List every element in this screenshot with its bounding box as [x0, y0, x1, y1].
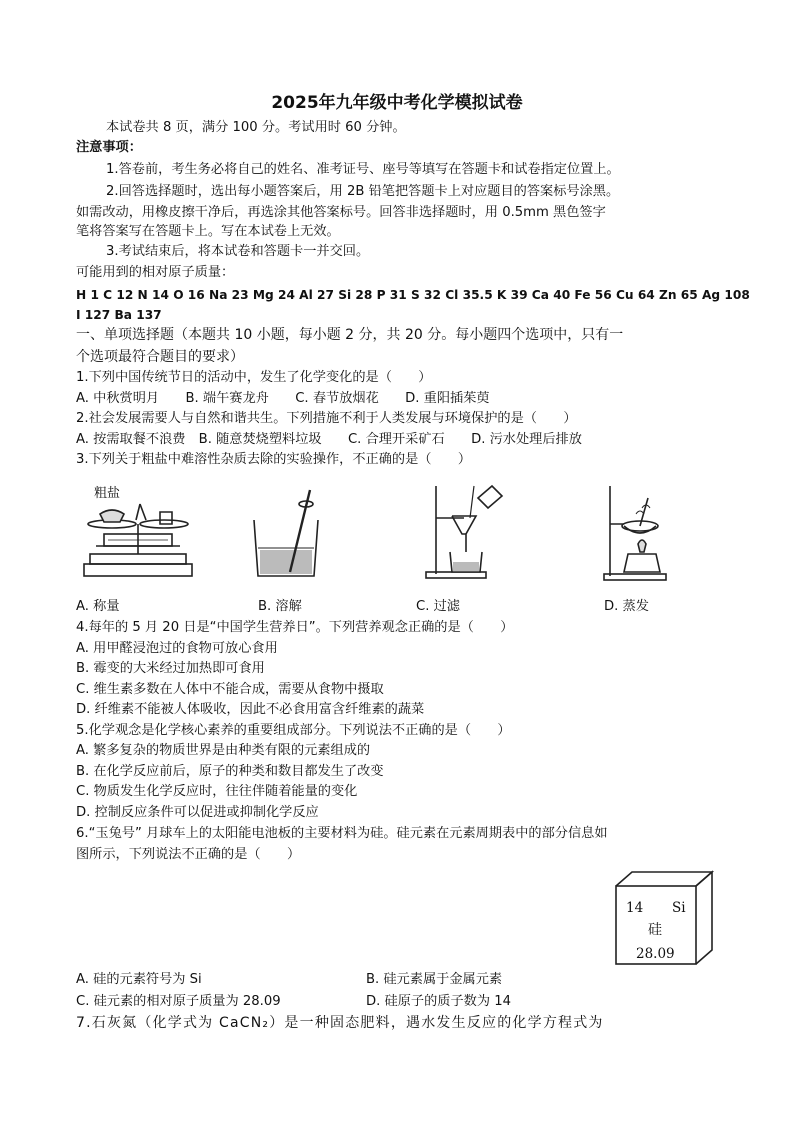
atomic-mass-heading: 可能用到的相对原子质量：: [76, 265, 235, 280]
q6-option-c: C. 硅元素的相对原子质量为 28.09: [76, 994, 281, 1009]
q3-option-d: D. 蒸发: [604, 599, 649, 614]
q3-stem: 3.下列关于粗盐中难溶性杂质去除的实验操作，不正确的是（ ）: [76, 452, 472, 467]
q7-stem: 7.石灰氮（化学式为 CaCN₂）是一种固态肥料，遇水发生反应的化学方程式为: [76, 1015, 604, 1031]
silicon-element-cell: [612, 868, 716, 968]
q1-stem: 1.下列中国传统节日的活动中，发生了化学变化的是（ ）: [76, 370, 432, 385]
q6-stem: 6.“玉兔号” 月球车上的太阳能电池板的主要材料为硅。硅元素在元素周期表中的部分信息如: [76, 826, 608, 841]
filter-figure: [422, 478, 518, 582]
q3-option-c: C. 过滤: [416, 599, 460, 614]
notice-heading: 注意事项：: [76, 140, 142, 155]
element-symbol: Si: [672, 900, 686, 916]
notice-2-cont2: 笔将答案写在答题卡上。写在本试卷上无效。: [76, 224, 340, 239]
atomic-mass: 28.09: [636, 946, 675, 962]
notice-2-cont: 如需改动，用橡皮擦干净后，再选涂其他答案标号。回答非选择题时，用 0.5mm 黑色签字: [76, 205, 606, 220]
q1-options: A. 中秋赏明月 B. 端午赛龙舟 C. 春节放烟花 D. 重阳插茱萸: [76, 391, 490, 406]
atomic-mass-list-cont: I 127 Ba 137: [76, 308, 162, 322]
q6-stem-cont: 图所示，下列说法不正确的是（ ）: [76, 847, 301, 862]
q6-option-b: B. 硅元素属于金属元素: [366, 972, 503, 987]
notice-1: 1.答卷前，考生务必将自己的姓名、准考证号、座号等填写在答题卡和试卷指定位置上。: [106, 162, 620, 177]
section-heading: 一、单项选择题（本题共 10 小题，每小题 2 分，共 20 分。每小题四个选项中，只有一: [76, 327, 624, 343]
evaporation-figure: [602, 482, 672, 582]
q5-option-b: B. 在化学反应前后，原子的种类和数目都发生了改变: [76, 764, 384, 779]
q6-option-a: A. 硅的元素符号为 Si: [76, 972, 202, 987]
q4-option-d: D. 纤维素不能被人体吸收，因此不必食用富含纤维素的蔬菜: [76, 702, 425, 717]
balance-figure: [76, 484, 200, 584]
q2-stem: 2.社会发展需要人与自然和谐共生。下列措施不利于人类发展与环境保护的是（ ）: [76, 411, 577, 426]
element-name: 硅: [648, 922, 662, 938]
q6-option-d: D. 硅原子的质子数为 14: [366, 994, 512, 1009]
section-heading-cont: 个选项最符合题目的要求）: [76, 349, 244, 365]
exam-info: 本试卷共 8 页，满分 100 分。考试用时 60 分钟。: [106, 120, 406, 135]
q4-option-b: B. 霉变的大米经过加热即可食用: [76, 661, 265, 676]
q4-option-c: C. 维生素多数在人体中不能合成，需要从食物中摄取: [76, 682, 384, 697]
q2-options: A. 按需取餐不浪费 B. 随意焚烧塑料垃圾 C. 合理开采矿石 D. 污水处理后排放: [76, 432, 582, 447]
q5-option-a: A. 繁多复杂的物质世界是由种类有限的元素组成的: [76, 743, 371, 758]
beaker-figure: [244, 486, 330, 582]
q4-option-a: A. 用甲醛浸泡过的食物可放心食用: [76, 641, 278, 656]
q5-stem: 5.化学观念是化学核心素养的重要组成部分。下列说法不正确的是（ ）: [76, 723, 511, 738]
q3-option-a: A. 称量: [76, 599, 120, 614]
notice-2: 2.回答选择题时，选出每小题答案后，用 2B 铅笔把答题卡上对应题目的答案标号涂黑。: [106, 184, 620, 199]
q5-option-d: D. 控制反应条件可以促进或抑制化学反应: [76, 805, 319, 820]
atomic-number: 14: [626, 900, 644, 916]
atomic-mass-list: H 1 C 12 N 14 O 16 Na 23 Mg 24 Al 27 Si 28 P 31 S 32 Cl 35.5 K 39 Ca 40 Fe 56 Cu 64 Zn 65 Ag 108: [76, 288, 750, 302]
crude-salt-label: 粗盐: [94, 486, 121, 501]
page-title: 2025年九年级中考化学模拟试卷: [271, 93, 523, 113]
q3-option-b: B. 溶解: [258, 599, 302, 614]
notice-3: 3.考试结束后，将本试卷和答题卡一并交回。: [106, 244, 370, 259]
q4-stem: 4.每年的 5 月 20 日是“中国学生营养日”。下列营养观念正确的是（ ）: [76, 620, 514, 635]
q5-option-c: C. 物质发生化学反应时，往往伴随着能量的变化: [76, 784, 358, 799]
